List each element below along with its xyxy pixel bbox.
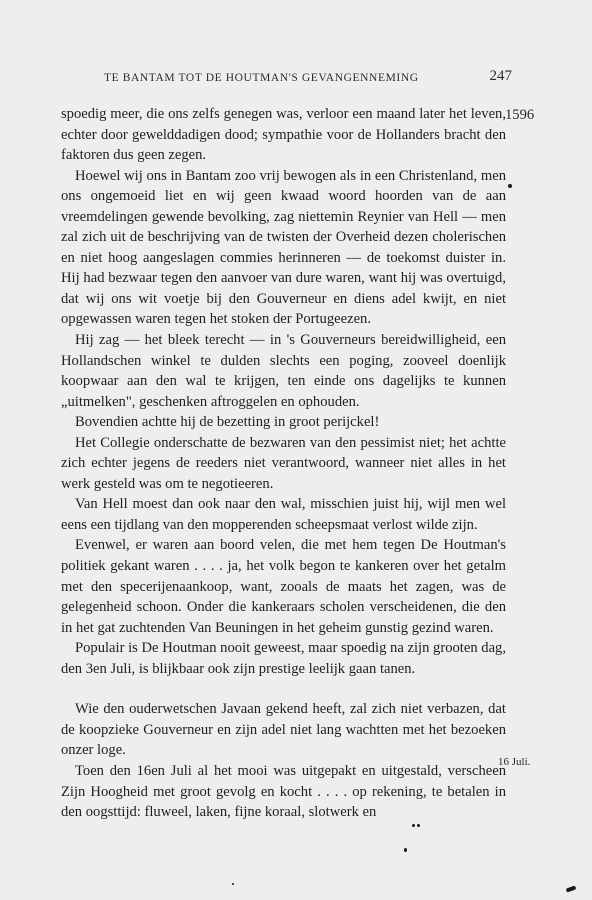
ink-speck — [404, 848, 407, 852]
running-header — [104, 68, 512, 88]
paragraph: Van Hell moest dan ook naar den wal, misschien juist hij, wijl men wel eens een tijdlang van den mopperenden scheepsmaat verlost wilde zijn. — [61, 496, 506, 533]
ink-speck — [508, 184, 512, 188]
paragraph: Bovendien achtte hij de bezetting in groot perijckel! — [75, 414, 380, 431]
paragraph: Evenwel, er waren aan boord velen, die met hem tegen De Houtman's politiek gekant waren . . . . ja, het volk begon te kankeren over het getalm met den specerijenaankoop, want, zooals de maats het zagen, was de gelegenheid schoon. Onder die kankeraars scholen verscheidenen, die den in het gat zuchtenden Van Beuningen in het geheim gunstig gezind waren. — [61, 537, 506, 636]
body-text — [61, 104, 506, 823]
ink-speck — [232, 883, 234, 885]
paragraph: Wie den ouderwetschen Javaan gekend heeft, zal zich niet verbazen, dat de koopzieke Gouverneur en zijn adel niet lang wachtten met het bezoeken onzer loge. — [61, 701, 506, 759]
paragraph: Hoewel wij ons in Bantam zoo vrij bewogen als in een Christenland, men ons ongemoeid liet en wij geen kwaad woord hoorden van de aan vreemdelingen gewende bevolking, zag niettemin Reynier van Hell — men zal zich uit de beschrijving van de twisten der Overheid dezen cholerischen en niet hoog aangeslagen commies herinneren — de toekomst duister in. Hij had bezwaar tegen den aanvoer van dure waren, want hij was overtuigd, dat wij ons wit voetje bij den Gouverneur en diens adel kwijt, en niet opgewassen waren tegen het stoken der Portugeezen. — [61, 167, 506, 328]
margin-date-note: 16 Juli. — [498, 756, 531, 768]
paragraph: Toen den 16en Juli al het mooi was uitgepakt en uitgestald, verscheen Zijn Hoogheid met groot gevolg en kocht . . . . op rekening, te betalen in den oogsttijd: fluweel, laken, fijne koraal, slotwerk en — [61, 762, 506, 821]
paragraph: Het Collegie onderschatte de bezwaren van den pessimist niet; het achtte zich echter jegens de reeders niet verantwoord, wanneer niet alles in het werk gesteld was om te negotieeren. — [61, 434, 506, 492]
paragraph: spoedig meer, die ons zelfs genegen was, verloor een maand later het leven, echter door gewelddadigen dood; sympathie voor de Hollanders bracht den faktoren dus geen zegen. — [61, 106, 506, 164]
margin-year-note: 1596 — [505, 107, 535, 123]
paragraph: Hij zag — het bleek terecht — in 's Gouverneurs bereidwilligheid, een Hollandschen winkel te dulden slechts een poging, zooveel doenlijk koopwaar aan den wal te krijgen, ten einde ons dagelijks te kunnen „uitmelken", geschenken aftroggelen en ophouden. — [61, 332, 506, 410]
running-title: TE BANTAM TOT DE HOUTMAN'S GEVANGENNEMING — [104, 72, 419, 84]
ink-speck — [412, 824, 415, 827]
paragraph: Populair is De Houtman nooit geweest, maar spoedig na zijn grooten dag, den 3en Juli, is blijkbaar ook zijn prestige leelijk gaan tanen. — [61, 640, 506, 677]
ink-speck — [566, 885, 577, 892]
page-number: 247 — [489, 68, 512, 84]
ink-speck — [417, 824, 420, 827]
